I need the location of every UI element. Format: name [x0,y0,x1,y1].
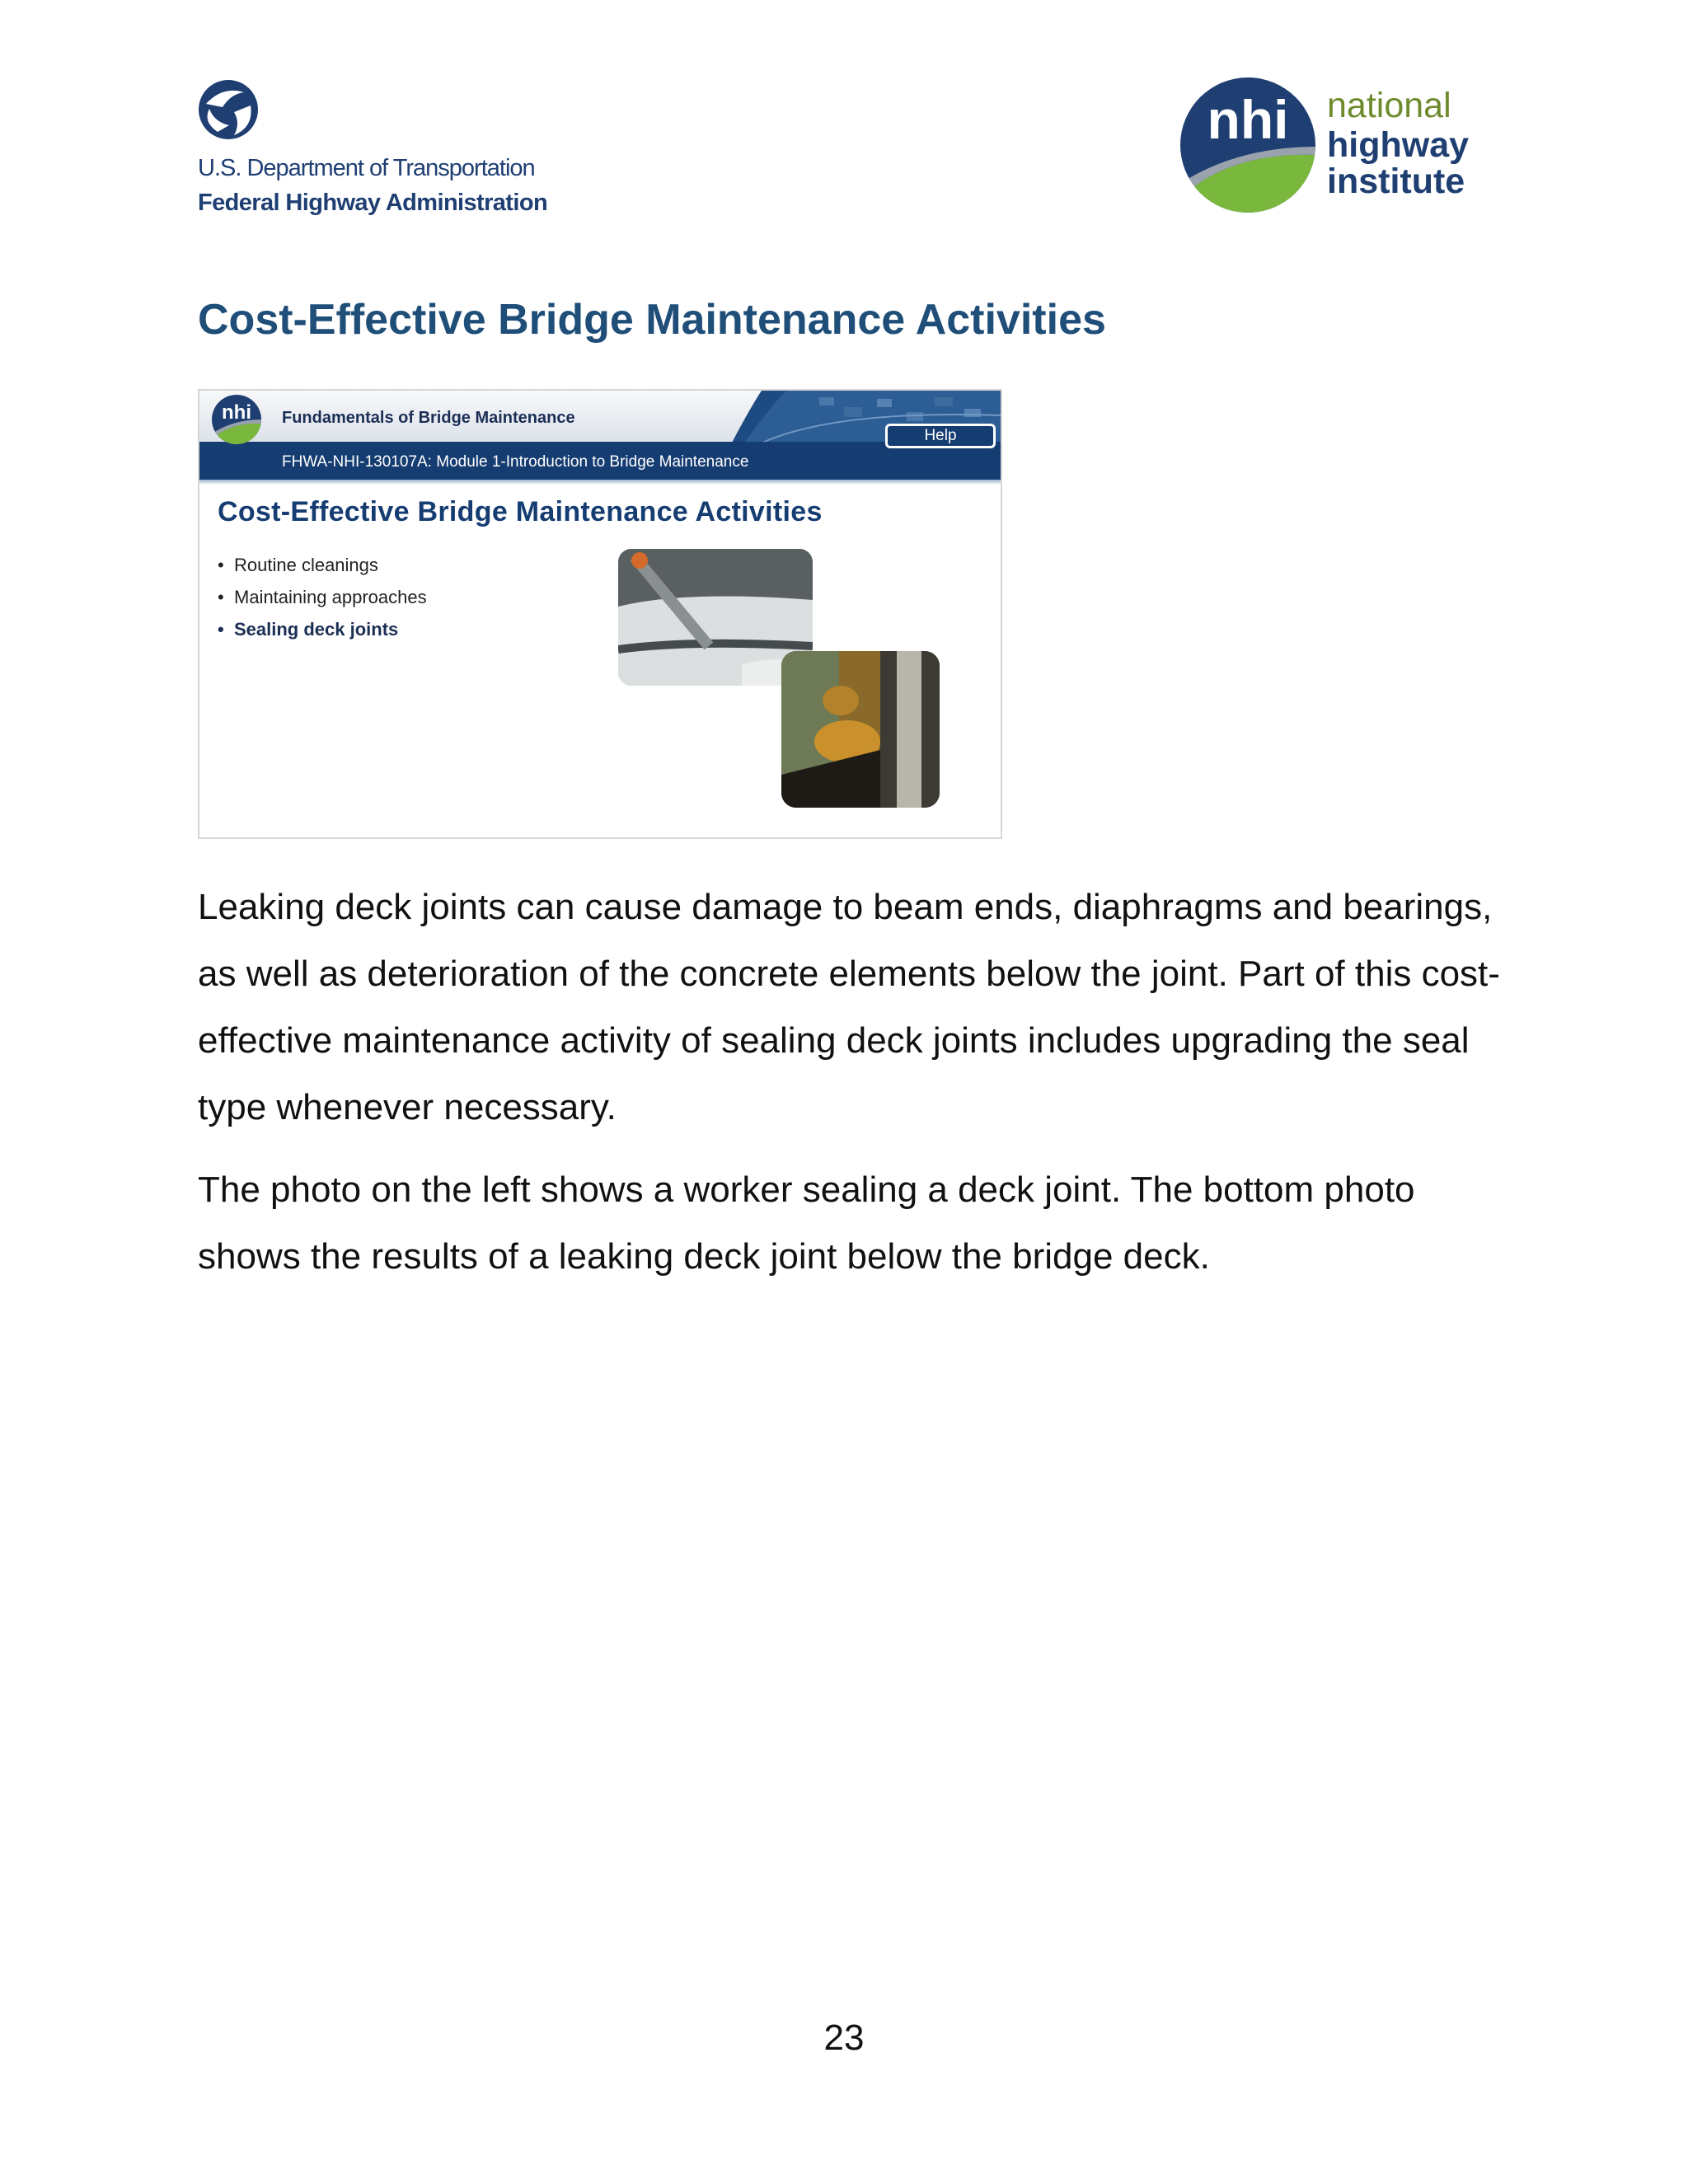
page-title: Cost-Effective Bridge Maintenance Activities [198,296,1106,344]
page-number: 23 [823,2018,865,2058]
slide-strip-divider [199,480,1001,485]
nhi-emblem-icon [1179,76,1317,214]
help-button: Help [885,424,996,448]
body-paragraph: The photo on the left shows a worker sealing a deck joint. The bottom photo shows the results of a leaking deck joint below the bridge deck. [198,1169,1415,1277]
course-slide-image [198,389,1002,839]
usdot-fhwa-logo [198,79,560,219]
body-paragraph: Leaking deck joints can cause damage to beam ends, diaphragms and bearings, as well as deterioration of the concrete elements below the joint. Part of this cost-effective maintenance activity of sealing deck joints includes upgrading the seal type whenever necessary. [198,887,1500,1127]
nhi-word-institute: institute [1327,162,1465,201]
leaking-joint-damage-photo [781,651,940,808]
slide-module-name: FHWA-NHI-130107A: Module 1-Introduction to Bridge Maintenance [282,453,749,471]
nhi-emblem-text: nhi [1207,89,1289,150]
nhi-word-highway: highway [1327,125,1470,165]
slide-course-name: Fundamentals of Bridge Maintenance [282,409,575,427]
nhi-logo [1179,76,1484,216]
slide-title: Cost-Effective Bridge Maintenance Activities [218,496,823,527]
slide-bullet: • Routine cleanings [218,555,378,575]
dot-department-name: U.S. Department of Transportation [198,155,535,181]
nhi-word-national: national [1327,86,1451,125]
slide-nhi-text: nhi [222,401,251,424]
slide-nhi-logo-icon [211,394,262,445]
slide-bullet: • Maintaining approaches [218,587,427,607]
slide-bullet-list [218,549,427,645]
slide-bullet-active: • Sealing deck joints [218,619,399,640]
usdot-triskelion-icon [198,79,259,140]
fhwa-agency-name: Federal Highway Administration [198,190,548,216]
